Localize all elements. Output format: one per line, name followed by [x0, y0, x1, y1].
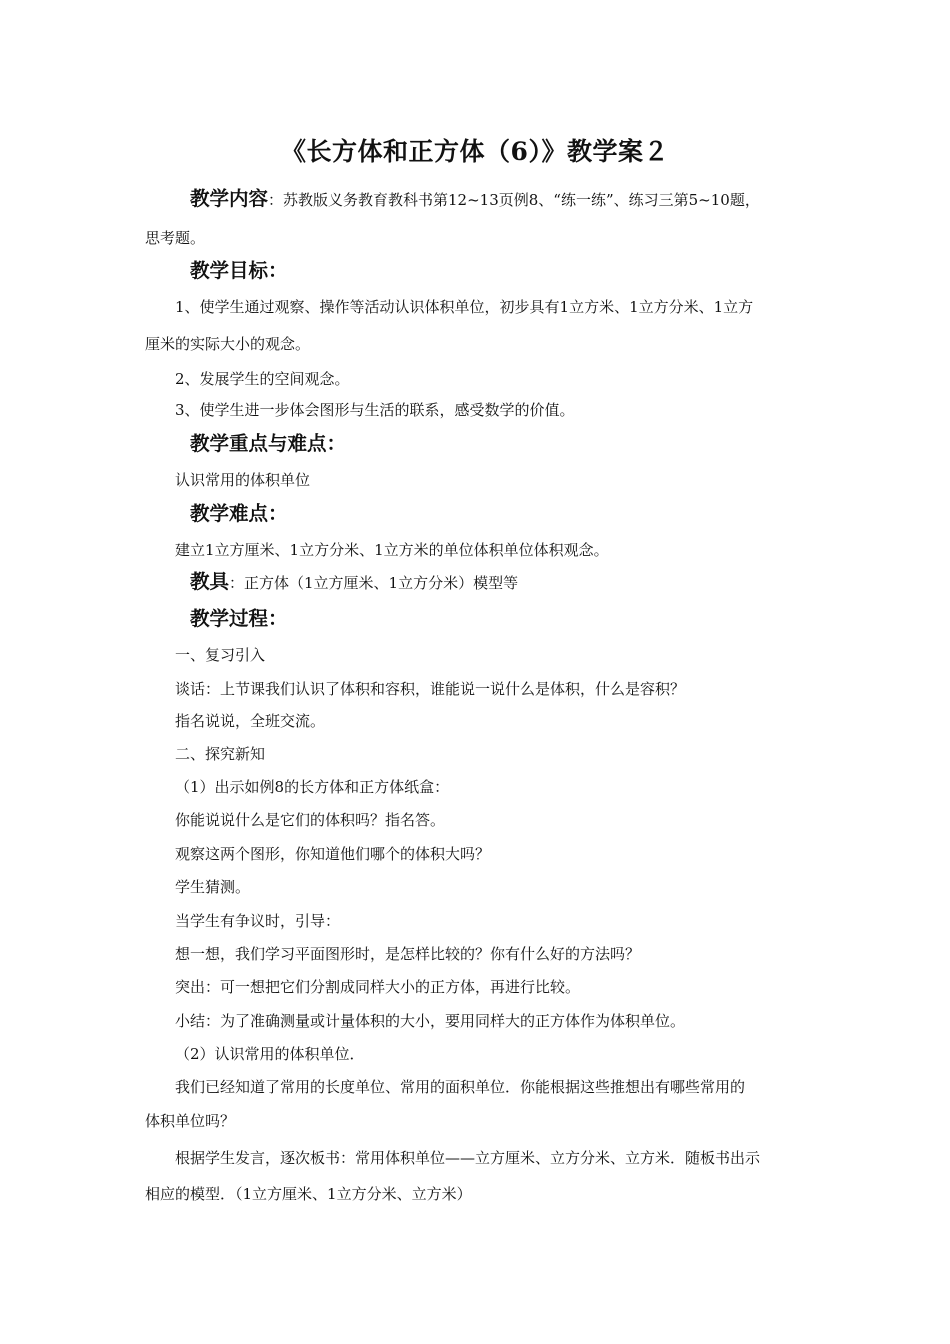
keypoints-heading: 教学重点与难点：	[190, 432, 347, 455]
process-line: 我们已经知道了常用的长度单位、常用的面积单位．你能根据这些推想出有哪些常用的	[175, 1078, 746, 1096]
process-line: 二、探究新知	[175, 745, 266, 763]
process-line: 根据学生发言，逐次板书：常用体积单位——立方厘米、立方分米、立方米．随板书出示	[175, 1149, 761, 1167]
tools-line	[190, 572, 518, 593]
document-title: 《长方体和正方体（6）》教学案２	[281, 137, 669, 166]
objective-item-2: 2、发展学生的空间观念。	[175, 370, 350, 388]
process-line: 突出：可一想把它们分割成同样大小的正方体，再进行比较。	[175, 978, 581, 996]
objective-item-1a: 1、使学生通过观察、操作等活动认识体积单位，初步具有1立方米、1立方分米、1立方	[175, 298, 754, 316]
difficulty-text: 建立1立方厘米、1立方分米、1立方米的单位体积单位体积观念。	[175, 541, 609, 559]
tools-text: ：正方体（1立方厘米、1立方分米）模型等	[229, 574, 519, 592]
difficulty-heading: 教学难点：	[190, 502, 288, 525]
process-line: 相应的模型．（1立方厘米、1立方分米、立方米）	[145, 1185, 472, 1203]
process-line: 学生猜测。	[175, 878, 251, 896]
process-line: 指名说说，全班交流。	[175, 712, 326, 730]
content-text: ：苏教版义务教育教科书第12~13页例8、“练一练”、练习三第5~10题，	[268, 191, 760, 209]
process-line: 小结：为了准确测量或计量体积的大小，要用同样大的正方体作为体积单位。	[175, 1012, 686, 1030]
process-line: 体积单位吗？	[145, 1112, 236, 1130]
tools-label: 教具	[190, 570, 230, 593]
objective-item-1b: 厘米的实际大小的观念。	[145, 335, 311, 353]
process-line: 当学生有争议时，引导：	[175, 912, 341, 930]
content-text-cont: 思考题。	[145, 229, 206, 247]
content-label: 教学内容	[190, 187, 269, 210]
process-line: （2）认识常用的体积单位．	[175, 1045, 365, 1063]
process-line: 想一想，我们学习平面图形时，是怎样比较的？你有什么好的方法吗？	[175, 945, 641, 963]
process-line: （1）出示如例8的长方体和正方体纸盒：	[175, 778, 450, 796]
objectives-heading: 教学目标：	[190, 259, 288, 282]
process-line: 观察这两个图形，你知道他们哪个的体积大吗？	[175, 845, 491, 863]
keypoints-text: 认识常用的体积单位	[175, 471, 311, 489]
process-line: 你能说说什么是它们的体积吗？指名答。	[175, 811, 446, 829]
process-line: 一、复习引入	[175, 646, 266, 664]
process-line: 谈话：上节课我们认识了体积和容积，谁能说一说什么是体积，什么是容积？	[175, 680, 686, 698]
content-line	[190, 189, 760, 210]
objective-item-3: 3、使学生进一步体会图形与生活的联系，感受数学的价值。	[175, 401, 575, 419]
process-heading: 教学过程：	[190, 607, 288, 630]
